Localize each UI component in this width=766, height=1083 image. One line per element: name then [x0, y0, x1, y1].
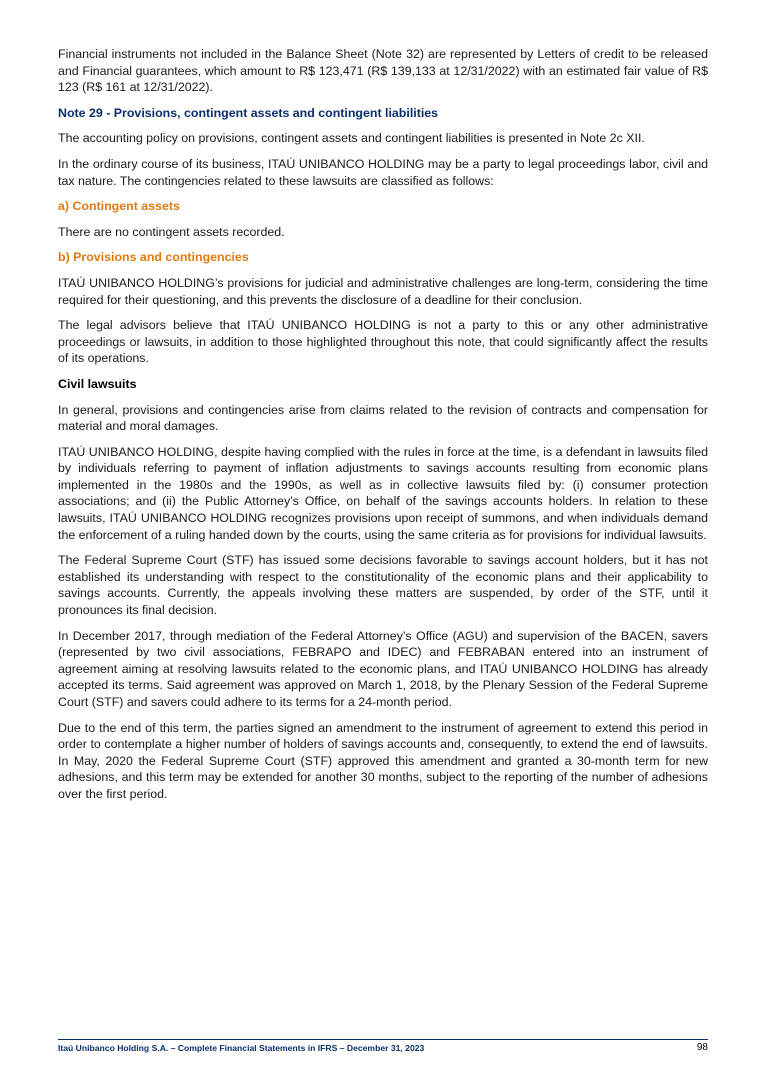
paragraph-amendment: Due to the end of this term, the parties signed an amendment to the instrument of agreement to extend this period in order to contemplate a higher number of holders of savings accounts and, consequently, to extend the end of lawsuits. In May, 2020 the Federal Supreme Court (STF) approved this amendment and granted a 30-month term for new adhesions, and this term may be extended for another 30 months, subject to the reporting of the number of adhesions over the first period. [58, 720, 708, 801]
paragraph-savings-lawsuits: ITAÚ UNIBANCO HOLDING, despite having complied with the rules in force at the time, is a defendant in lawsuits filed by individuals referring to payment of inflation adjustments to savings accounts resulting from economic plans implemented in the 1980s and the 1990s, as well as in collective lawsuits filed by: (i) consumer protection associations; and (ii) the Public Attorney’s Office, on behalf of the savings accounts holders. In relation to these lawsuits, ITAÚ UNIBANCO HOLDING recognizes provisions upon receipt of summons, and when individuals demand the enforcement of a ruling handed down by the courts, using the same criteria as for provisions for individual lawsuits. [58, 444, 708, 542]
civil-lawsuits-title: Civil lawsuits [58, 376, 137, 391]
page-number: 98 [696, 1042, 708, 1053]
paragraph-legal-advisors: The legal advisors believe that ITAÚ UNIBANCO HOLDING is not a party to this or any other administrative proceedings or lawsuits, in addition to those highlighted throughout this note, that could significantly affect the results of its operations. [58, 318, 708, 366]
paragraph-no-contingent-assets: There are no contingent assets recorded. [58, 224, 285, 239]
paragraph-civil-general: In general, provisions and contingencies arise from claims related to the revision of contracts and compensation for material and moral damages. [58, 402, 708, 434]
footer-text: Itaú Unibanco Holding S.A. – Complete Financial Statements in IFRS – December 31, 2023 [58, 1043, 425, 1053]
contingent-assets-title: a) Contingent assets [58, 199, 180, 214]
paragraph-ordinary-course: In the ordinary course of its business, ITAÚ UNIBANCO HOLDING may be a party to legal proceedings labor, civil and tax nature. The contingencies related to these lawsuits are classified as follows: [58, 156, 708, 188]
paragraph-stf-decisions: The Federal Supreme Court (STF) has issued some decisions favorable to savings account holders, but it has not established its understanding with respect to the constitutionality of the economic plans and their applicability to savings accounts. Currently, the appeals involving these matters are suspended, by order of the STF, until it pronounces its final decision. [58, 553, 708, 618]
paragraph-accounting-policy: The accounting policy on provisions, contingent assets and contingent liabilities is presented in Note 2c XII. [58, 131, 645, 146]
paragraph-financial-instruments: Financial instruments not included in the Balance Sheet (Note 32) are represented by Letters of credit to be released and Financial guarantees, which amount to R$ 123,471 (R$ 139,133 at 12/31/2022) with an estimated fair value of R$ 123 (R$ 161 at 12/31/2022). [58, 47, 708, 95]
note-29-title: Note 29 - Provisions, contingent assets and contingent liabilities [58, 105, 439, 120]
footer-divider [58, 1039, 708, 1040]
paragraph-provisions-long-term: ITAÚ UNIBANCO HOLDING’s provisions for judicial and administrative challenges are long-term, considering the time required for their questioning, and this prevents the disclosure of a deadline for their conclusion. [58, 275, 708, 307]
document-body [58, 46, 708, 812]
provisions-contingencies-title: b) Provisions and contingencies [58, 250, 249, 265]
paragraph-december-2017: In December 2017, through mediation of the Federal Attorney’s Office (AGU) and supervision of the BACEN, savers (represented by two civil associations, FEBRAPO and IDEC) and FEBRABAN entered into an instrument of agreement aiming at resolving lawsuits related to the economic plans, and ITAÚ UNIBANCO HOLDING has already accepted its terms. Said agreement was approved on March 1, 2018, by the Plenary Session of the Federal Supreme Court (STF) and savers could adhere to its terms for a 24-month period. [58, 628, 708, 709]
